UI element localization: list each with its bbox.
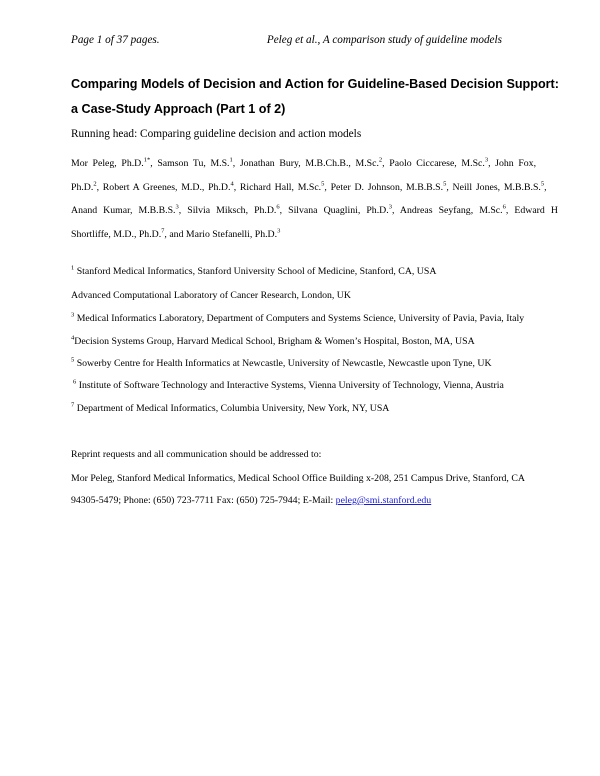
- affiliation-text: Decision Systems Group, Harvard Medical School, Brigham & Women’s Hospital, Boston, MA, USA: [74, 336, 475, 347]
- author-name: , Andreas Seyfang, M.Sc.: [391, 205, 503, 216]
- author-separator: ,: [544, 181, 547, 193]
- author-line-1: [71, 152, 537, 176]
- affiliation-number: 3: [71, 311, 75, 319]
- affiliation-marker: 1*: [143, 156, 151, 164]
- author-name: , Paolo Ciccarese, M.Sc.: [382, 158, 485, 169]
- author-name: , Peter D. Johnson, M.B.B.S.: [324, 181, 444, 193]
- affiliation-marker: 2: [378, 156, 383, 164]
- affiliation-text: Stanford Medical Informatics, Stanford University School of Medicine, Stanford, CA, USA: [74, 266, 437, 277]
- affiliation-marker: 6: [502, 203, 506, 211]
- reprint-request-line: Reprint requests and all communication should be addressed to:: [71, 449, 322, 460]
- affiliation-marker: 2: [93, 180, 97, 188]
- affiliation-2: [71, 290, 351, 301]
- author-name: Shortliffe, M.D., Ph.D.: [71, 228, 162, 240]
- affiliation-text: Advanced Computational Laboratory of Cancer Research, London, UK: [71, 290, 351, 301]
- running-head: Running head: Comparing guideline decision and action models: [71, 128, 362, 140]
- page-number-label: Page 1 of 37 pages.: [71, 34, 160, 46]
- correspondence-address-line-1: Mor Peleg, Stanford Medical Informatics, Medical School Office Building x-208, 251 Campus Drive, Stanford, CA: [71, 473, 525, 484]
- author-name: , John Fox,: [488, 158, 537, 169]
- affiliation-number: 1: [71, 264, 75, 272]
- author-line-4: [71, 223, 531, 247]
- affiliation-4: [71, 336, 475, 347]
- author-line-3: [71, 199, 558, 223]
- affiliation-marker: 5: [443, 180, 447, 188]
- author-name: Anand Kumar, M.B.B.S.: [71, 205, 176, 216]
- affiliation-marker: 1: [229, 156, 233, 164]
- affiliation-1: [71, 266, 436, 277]
- author-name: , Neill Jones, M.B.B.S.: [446, 181, 541, 193]
- author-list: [71, 152, 558, 246]
- affiliation-marker: 3: [484, 156, 489, 164]
- author-name: , Jonathan Bury, M.B.Ch.B., M.Sc.: [232, 158, 379, 169]
- author-name: , Silvia Miksch, Ph.D.: [178, 205, 277, 216]
- affiliation-number: 7: [71, 401, 75, 409]
- affiliation-marker: 5: [540, 180, 545, 188]
- author-line-2: [71, 176, 547, 200]
- affiliation-marker: 3: [175, 203, 179, 211]
- paper-title-line-1: Comparing Models of Decision and Action for Guideline-Based Decision Support:: [71, 77, 559, 91]
- author-name: , Samson Tu, M.S.: [150, 158, 230, 169]
- affiliation-marker: 7: [161, 227, 165, 235]
- affiliation-marker: 5: [321, 180, 325, 188]
- author-name: , Silvana Quaglini, Ph.D.: [279, 205, 389, 216]
- affiliation-3: [71, 313, 524, 324]
- author-name: , Edward H: [505, 205, 558, 216]
- author-name: Mor Peleg, Ph.D.: [71, 158, 144, 169]
- affiliation-marker: 6: [276, 203, 280, 211]
- affiliation-text: Department of Medical Informatics, Columbia University, New York, NY, USA: [74, 403, 390, 414]
- page-header: [71, 34, 502, 50]
- affiliation-6: [73, 380, 504, 391]
- affiliation-5: [71, 358, 492, 369]
- affiliation-marker: 3: [388, 203, 392, 211]
- affiliation-7: [71, 403, 389, 414]
- author-name: , and Mario Stefanelli, Ph.D.: [164, 228, 278, 240]
- affiliation-text: Medical Informatics Laboratory, Department of Computers and Systems Science, University of Pavia, Pavia, Italy: [74, 313, 525, 324]
- author-name: , Robert A Greenes, M.D., Ph.D.: [96, 181, 231, 193]
- affiliation-number: 6: [73, 378, 77, 386]
- affiliation-marker: 3: [277, 227, 281, 235]
- affiliation-marker: 4: [230, 180, 234, 188]
- running-title: Peleg et al., A comparison study of guideline models: [266, 34, 502, 46]
- correspondence-address-line-2: [71, 495, 431, 506]
- affiliation-number: 5: [71, 356, 75, 364]
- author-name: , Richard Hall, M.Sc.: [233, 181, 322, 193]
- affiliation-number: 4: [71, 334, 75, 342]
- contact-info: 94305-5479; Phone: (650) 723-7711 Fax: (650) 725-7944; E-Mail:: [71, 495, 336, 506]
- affiliation-text: Institute of Software Technology and Interactive Systems, Vienna University of Technology, Vienna, Austria: [76, 380, 504, 391]
- author-name: Ph.D.: [71, 181, 94, 193]
- email-link[interactable]: peleg@smi.stanford.edu: [335, 495, 432, 506]
- paper-title-line-2: a Case-Study Approach (Part 1 of 2): [71, 102, 286, 116]
- affiliation-text: Sowerby Centre for Health Informatics at Newcastle, University of Newcastle, Newcastle upon Tyne, UK: [74, 358, 492, 369]
